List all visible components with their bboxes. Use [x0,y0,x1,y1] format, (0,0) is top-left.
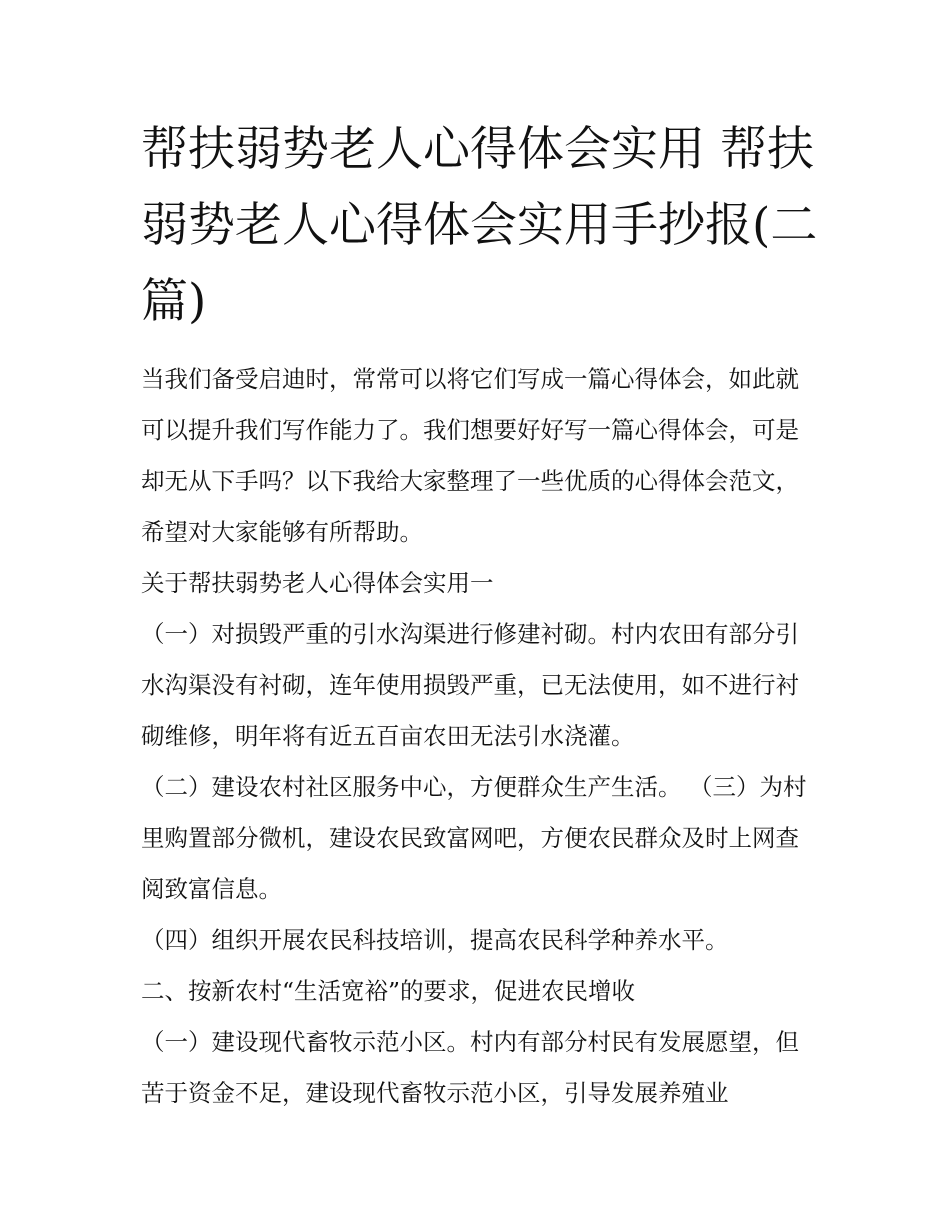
intro-paragraph: 当我们备受启迪时，常常可以将它们写成一篇心得体会，如此就可以提升我们写作能力了。我们想要好好写一篇心得体会，可是却无从下手吗？以下我给大家整理了一些优质的心得体会范文，希望对大家能够有所帮助。 [141,365,799,546]
section-heading-one: 关于帮扶弱势老人心得体会实用一 [141,569,494,597]
section-heading-two: 二、按新农村“生活宽裕”的要求，促进农民增收 [141,977,636,1005]
document-body [141,112,821,1119]
document-title: 帮扶弱势老人心得体会实用 帮扶弱势老人心得体会实用手抄报(二篇) [141,122,818,329]
paragraph-item-2: （二）建设农村社区服务中心，方便群众生产生活。 （三）为村里购置部分微机，建设农民致富网吧，方便农民群众及时上网查阅致富信息。 [141,773,807,903]
paragraph-item-1: （一）对损毁严重的引水沟渠进行修建衬砌。村内农田有部分引水沟渠没有衬砌，连年使用损毁严重，已无法使用，如不进行衬砌维修，明年将有近五百亩农田无法引水浇灌。 [141,620,799,750]
paragraph-item-4: （四）组织开展农民科技培训，提高农民科学种养水平。 [141,926,729,954]
paragraph-item-5: （一）建设现代畜牧示范小区。村内有部分村民有发展愿望，但苦于资金不足，建设现代畜牧示范小区，引导发展养殖业 [141,1028,799,1107]
